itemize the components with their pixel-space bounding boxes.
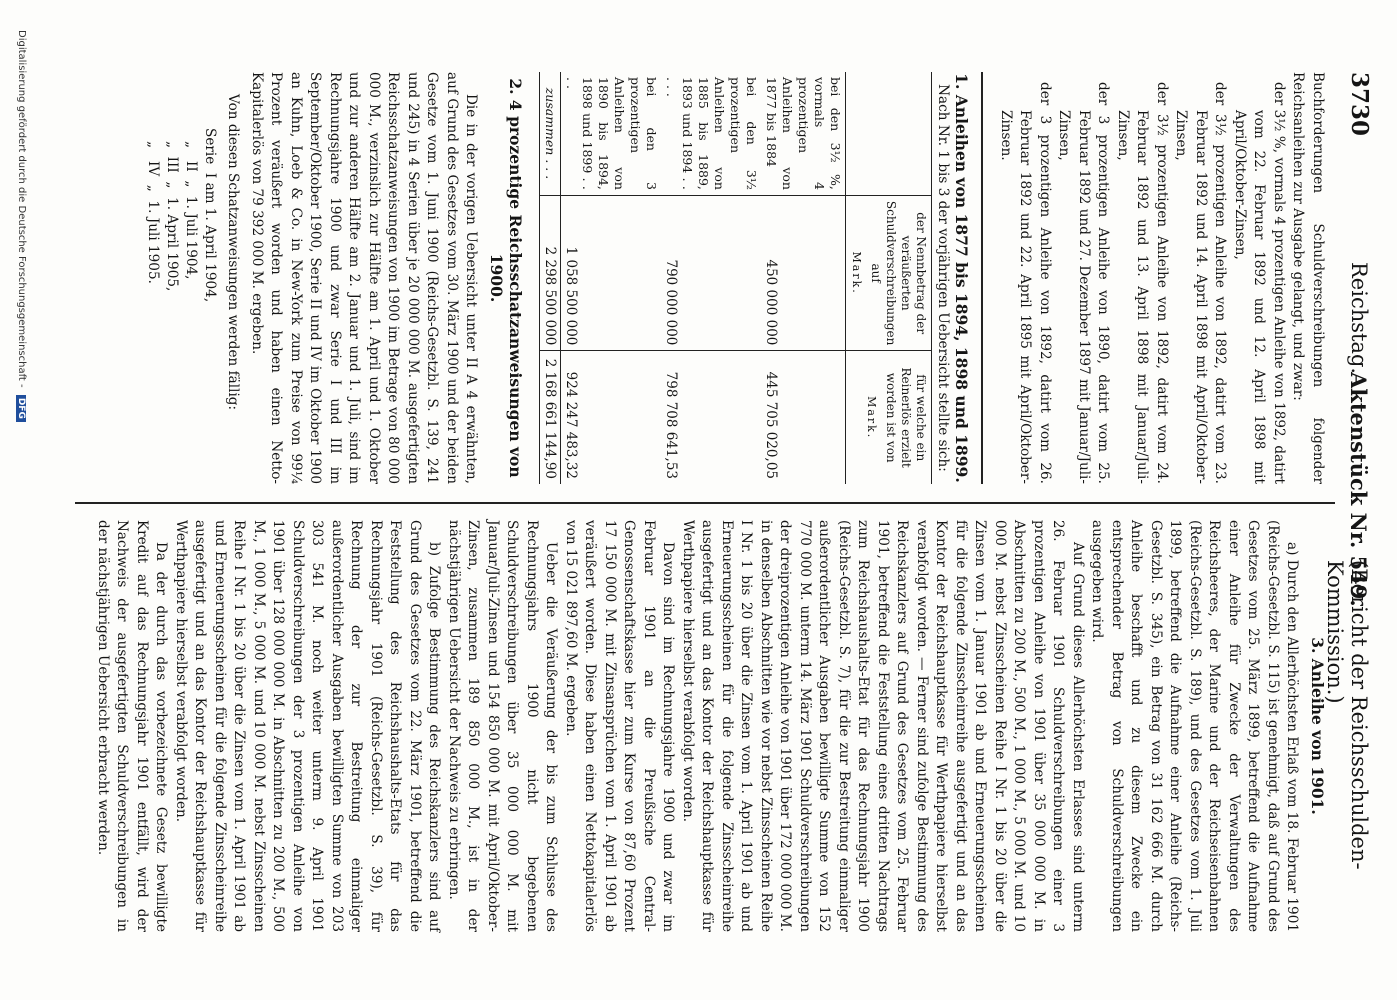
paragraph-c: Davon sind im Rechnungsjahre 1900 und zwar im Februar 1901 an die Preußische Central-Genossenschaftskasse hier zum Kurse von 87,60 Prozent 17 150 000 M. mit Zinsansprüchen vom 1. April 1901 ab veräußert worden. Diese haben einen Nettokapitalerlös von 15 021 897,60 M. ergeben. [563,520,677,932]
header-proceeds: für welche ein Reinerlös erzielt worden ist von Mark. [846,351,932,484]
paragraph-f: Da der durch das vorbezeichnete Gesetz bewilligte Kredit auf das Rechnungsjahr 1901 entfällt, wird der Nachweis der ausgefertigten Schuldverschreibungen in der nächstjährigen Uebersicht erbracht werden. [95,520,170,932]
loan-list-item: der 3 prozentigen Anleihe von 1890, datirt vom 25. Februar 1892 und 27. Dezember 1897 mit Januar/Juli-Zinsen, [1056,82,1112,484]
page-number: 3730 [1346,72,1373,137]
paragraph-e: b) Zufolge Bestimmung des Reichskanzlers sind auf Grund des Gesetzes vom 22. März 1901, betreffend die Feststellung des Reichshaushalts-Etats für das Rechnungsjahr 1901 (Reichs-Gesetzbl. S. 39), für Rechnung der zur Bestreitung einmaliger außerordentlicher Ausgaben bewilligten Summe von 203 303 541 M. noch weiter unterm 9. April 1901 Schuldverschreibungen der 3 prozentigen Anleihe von 1901 über 128 000 000 M. in Abschnitten zu 200 M., 500 M., 1 000 M., 5 000 M. und 10 000 M. nebst Zinsscheinen Reihe I Nr. 1 bis 20 über die Zinsen vom 1. April 1901 ab und Erneuerungsscheinen für die folgende Zinsscheinreihe ausgefertigt und an das Kontor der Reichshauptkasse für Werthpapiere hierselbst verabfolgt worden. [173,520,443,932]
header-center: Aktenstück Nr. 549. [1346,372,1371,607]
section1-heading: 1. Anleihen von 1877 bis 1894, 1898 und 1899. [952,73,972,483]
series-item: „ II „ 1. Juli 1904, [183,128,199,280]
intro-text: Buchforderungen Schuldverschreibungen folgender Reichsanleihen zur Ausgabe gelangt, und zwar: [1290,72,1326,484]
loan-list-item: der 3 prozentigen Anleihe von 1892, datirt vom 26. Februar 1892 und 22. April 1895 mit April/Oktober-Zinsen. [998,82,1053,484]
section2-text: Die in der vorigen Uebersicht unter II A 4 erwähnten, auf Grund des Gesetzes vom 30. März 1900 und der beiden Gesetze vom 1. Juni 1900 (Reichs-Gesetzbl. S. 139, 241 und 245) in 4 Serien über je 20 000 000 M. ausgefertigten Reichsschatzanweisungen von 1900 im Betrage von 80 000 000 M., verzinslich zur Hälfte am 1. April und 1. Oktober und zur anderen Hälfte am 2. Januar und 1. Juli, sind im Rechnungsjahre 1900 und zwar Serie I und III im September/Oktober 1900, Serie II und IV im Oktober 1900 an Kuhn, Loeb & Co. in New-York zum Preise von 99¼ Prozent veräußert worden und haben einen Netto-Kapitalerlös von 79 392 000 M. ergeben. [249,72,480,484]
series-item: „ IV „ 1. Juli 1905. [145,128,161,284]
table-row [662,72,762,484]
header-nominal: der Nennbetrag der veräußerten Schuldverschreibungen auf Mark. [846,195,932,350]
total-nominal: 2 298 500 000 [540,195,561,350]
series-item: „ III „ 1. April 1905, [164,128,180,292]
table-row [762,72,847,484]
table-header-row [846,72,932,484]
series-item: Serie I am 1. April 1904, [202,128,218,303]
nominal-value: 450 000 000 [762,195,847,350]
bond-table [540,72,933,484]
column-rule [75,502,1335,504]
series-list [143,72,219,484]
header-left: Reichstag. [1347,262,1371,375]
dfg-logo: DFG [16,395,26,422]
loan-list [996,82,1289,484]
paragraph-b: Auf Grund dieses Allerhöchsten Erlasses sind unterm 26. Februar 1901 Schuldverschreibungen einer 3 prozentigen Anleihe von 1901 über 35 000 000 M. in Abschnitten zu 200 M., 500 M., 1 000 M., 5 000 M. und 10 000 M. nebst Zinsscheinen Reihe I Nr. 1 bis 20 über die Zinsen vom 1. Januar 1901 ab und Erneuerungsscheinen für die folgende Zinsscheinreihe ausgefertigt und an das Kontor der Reichshauptkasse für Werthpapiere hierselbst verabfolgt worden. — Ferner sind zufolge Bestimmung des Reichskanzlers auf Grund des Gesetzes vom 25. Februar 1901, betreffend die Feststellung eines dritten Nachtrags zum Reichshaushalts-Etat für das Rechnungsjahr 1900 (Reichs-Gesetzbl. S. 7), für die zur Bestreitung einmaliger außerordentlicher Ausgaben bewilligte Summe von 152 770 000 M. unterm 14. März 1901 Schuldverschreibungen der dreiprozentigen Anleihe von 1901 über 172 000 000 M. in denselben Abschnitten wie vor nebst Zinsscheinen Reihe I Nr. 1 bis 20 über die Zinsen vom 1. April 1901 ab und Erneuerungsscheinen für die folgende Zinsscheinreihe ausgefertigt und an das Kontor der Reichshauptkasse für Werthpapiere hierselbst verabfolgt worden. [680,520,1086,932]
page-header [1323,72,1377,972]
section1-subheading: Nach Nr. 1 bis 3 der vorjährigen Uebersicht stellte sich: [935,84,951,472]
proceeds-value: 798 708 641,53 [662,351,762,484]
section3-heading: 3. Anleihe von 1901. [1308,637,1327,815]
right-column [93,520,1328,932]
header-right: (Bericht der Reichsschulden-Kommission.) [1323,560,1371,870]
table-row [561,72,662,484]
row-label: bei den 3 prozentigen Anleihen von 1890 bis 1894, 1898 und 1899 . . . . [564,77,660,190]
unit-label: Mark. [865,396,879,440]
series-intro: Von diesen Schatzanweisungen werden fällig: [225,94,242,411]
total-label: zusammen . . . [543,87,559,180]
digitization-note: Digitalisierung gefördert durch die Deutsche Forschungsgemeinschaft - DFG [16,30,27,422]
loan-list-item: der 3½ prozentigen Anleihe von 1892, datirt vom 24. Februar 1892 und 13. April 1898 mit Januar/Juli-Zinsen, [1115,82,1170,484]
left-column [143,72,1327,484]
section-divider [982,72,984,484]
unit-label: Mark. [850,251,864,295]
nominal-value: 1 058 500 000 [561,195,662,350]
proceeds-value: 924 247 483,32 [561,351,662,484]
section2-heading: 2. 4 prozentige Reichsschatzanweisungen von 1900. [487,78,526,478]
row-label: bei den 3½ prozentigen Anleihen von 1885 bis 1889, 1893 und 1894 . . . . . [664,77,760,190]
paragraph-a: a) Durch den Allerhöchsten Erlaß vom 18. Februar 1901 (Reichs-Gesetzbl. S. 115) ist genehmigt, daß auf Grund des Gesetzes vom 25. März 1899, betreffend die Aufnahme einer Anleihe für Zwecke der Verwaltungen des Reichsheeres, der Marine und der Reichseisenbahnen (Reichs-Gesetzbl. S. 189), und des Gesetzes vom 1. Juli 1899, betreffend die Aufnahme einer Anleihe (Reichs-Gesetzbl. S. 345), ein Betrag von 31 162 666 M. durch Anleihe beschafft und zu diesem Zwecke ein entsprechender Betrag von Schuldverschreibungen ausgegeben wird. [1089,520,1301,932]
loan-list-item: der 3½ prozentigen Anleihe von 1892, datirt vom 23. Februar 1892 und 14. April 1898 mit April/Oktober-Zinsen, [1173,82,1229,484]
row-label: bei den 3½ %, vormals 4 prozentigen Anleihen von 1877 bis 1884 [764,77,844,190]
table-total-row [540,72,561,484]
nominal-value: 790 000 000 [662,195,762,350]
loan-list-item: der 3½ %, vormals 4 prozentigen Anleihe von 1892, datirt vom 22. Februar 1892 und 12. April 1898 mit April/Oktober-Zinsen, [1232,82,1287,484]
paragraph-d: Ueber die Veräußerung der bis zum Schlusse des Rechnungsjahrs 1900 nicht begebenen Schuldverschreibungen über 35 000 000 M. mit Januar/Juli-Zinsen und 154 850 000 M. mit April/Oktober-Zinsen, zusammen 189 850 000 M., ist in der nächstjährigen Uebersicht der Nachweis zu erbringen. [446,520,560,932]
total-proceeds: 2 168 661 144,90 [540,351,561,484]
proceeds-value: 445 705 020,05 [762,351,847,484]
